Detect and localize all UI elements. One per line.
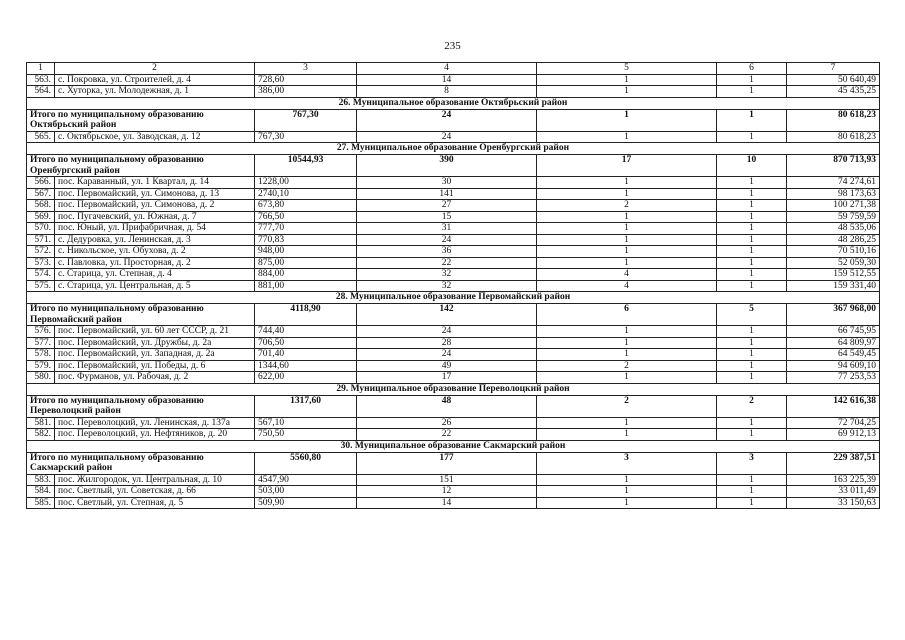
row-col6: 1	[717, 372, 787, 384]
row-col7: 59 759,59	[787, 211, 880, 223]
row-area: 1228,00	[255, 177, 357, 189]
row-area: 4547,90	[255, 474, 357, 486]
row-area: 1344,60	[255, 360, 357, 372]
row-col4: 24	[357, 131, 537, 143]
total-col6: 3	[717, 452, 787, 474]
row-area: 701,40	[255, 349, 357, 361]
row-address: с. Старица, ул. Центральная, д. 5	[55, 280, 255, 292]
row-col6: 1	[717, 269, 787, 281]
row-address: пос. Фурманов, ул. Рабочая, д. 2	[55, 372, 255, 384]
row-col5: 1	[537, 372, 717, 384]
table-row	[27, 131, 880, 143]
row-number: 580.	[27, 372, 55, 384]
row-col4: 30	[357, 177, 537, 189]
row-address: пос. Первомайский, ул. Западная, д. 2а	[55, 349, 255, 361]
row-col7: 48 535,06	[787, 223, 880, 235]
row-col4: 24	[357, 234, 537, 246]
row-area: 767,30	[255, 131, 357, 143]
row-number: 573.	[27, 257, 55, 269]
row-area: 875,00	[255, 257, 357, 269]
table-row	[27, 280, 880, 292]
row-area: 750,50	[255, 429, 357, 441]
row-col6: 1	[717, 74, 787, 86]
total-col4: 177	[357, 452, 537, 474]
row-number: 579.	[27, 360, 55, 372]
row-number: 575.	[27, 280, 55, 292]
row-col6: 1	[717, 131, 787, 143]
row-col7: 100 271,38	[787, 200, 880, 212]
total-label: Итого по муниципальному образованию Октябрьский район	[27, 109, 255, 131]
row-col5: 1	[537, 417, 717, 429]
row-col6: 1	[717, 257, 787, 269]
column-number: 3	[255, 63, 357, 75]
row-col4: 14	[357, 497, 537, 509]
row-number: 574.	[27, 269, 55, 281]
total-col6: 2	[717, 395, 787, 417]
row-address: пос. Переволоцкий, ул. Нефтяников, д. 20	[55, 429, 255, 441]
column-number: 2	[55, 63, 255, 75]
section-title: 30. Муниципальное образование Сакмарский район	[27, 440, 880, 452]
row-col5: 1	[537, 86, 717, 98]
row-number: 569.	[27, 211, 55, 223]
section-title: 29. Муниципальное образование Переволоцкий район	[27, 383, 880, 395]
row-col7: 69 912,13	[787, 429, 880, 441]
row-col4: 26	[357, 417, 537, 429]
row-number: 566.	[27, 177, 55, 189]
row-area: 567,10	[255, 417, 357, 429]
total-col7: 870 713,93	[787, 155, 880, 177]
row-number: 584.	[27, 486, 55, 498]
total-col4: 24	[357, 109, 537, 131]
total-col4: 142	[357, 304, 537, 326]
row-col6: 1	[717, 223, 787, 235]
total-col6: 5	[717, 304, 787, 326]
table-row	[27, 211, 880, 223]
column-number: 1	[27, 63, 55, 75]
row-col6: 1	[717, 211, 787, 223]
row-address: пос. Пугачевский, ул. Южная, д. 7	[55, 211, 255, 223]
row-area: 777,70	[255, 223, 357, 235]
row-col5: 1	[537, 257, 717, 269]
total-col5: 3	[537, 452, 717, 474]
total-row	[27, 155, 880, 177]
row-col6: 1	[717, 326, 787, 338]
row-address: пос. Переволоцкий, ул. Ленинская, д. 137а	[55, 417, 255, 429]
total-row	[27, 452, 880, 474]
row-col4: 151	[357, 474, 537, 486]
row-col5: 1	[537, 74, 717, 86]
row-area: 673,80	[255, 200, 357, 212]
total-col7: 142 616,38	[787, 395, 880, 417]
table-row	[27, 372, 880, 384]
row-area: 770,83	[255, 234, 357, 246]
row-address: пос. Первомайский, ул. Симонова, д. 2	[55, 200, 255, 212]
total-label: Итого по муниципальному образованию Первомайский район	[27, 304, 255, 326]
row-address: пос. Первомайский, ул. Дружбы, д. 2а	[55, 337, 255, 349]
row-address: пос. Юный, ул. Прифабричная, д. 54	[55, 223, 255, 235]
table-row	[27, 349, 880, 361]
row-col4: 141	[357, 188, 537, 200]
total-area: 5560,80	[255, 452, 357, 474]
row-number: 564.	[27, 86, 55, 98]
row-col6: 1	[717, 337, 787, 349]
table-row	[27, 337, 880, 349]
row-col6: 1	[717, 429, 787, 441]
row-address: с. Дедуровка, ул. Ленинская, д. 3	[55, 234, 255, 246]
row-col5: 1	[537, 131, 717, 143]
total-col6: 1	[717, 109, 787, 131]
row-area: 622,00	[255, 372, 357, 384]
row-col4: 15	[357, 211, 537, 223]
total-row	[27, 395, 880, 417]
row-area: 706,50	[255, 337, 357, 349]
row-area: 766,50	[255, 211, 357, 223]
section-header-row	[27, 97, 880, 109]
section-title: 26. Муниципальное образование Октябрьский район	[27, 97, 880, 109]
row-col7: 64 549,45	[787, 349, 880, 361]
row-col6: 1	[717, 177, 787, 189]
total-col7: 229 387,51	[787, 452, 880, 474]
row-address: пос. Жилгородок, ул. Центральная, д. 10	[55, 474, 255, 486]
table-row	[27, 486, 880, 498]
total-area: 10544,93	[255, 155, 357, 177]
row-area: 728,60	[255, 74, 357, 86]
row-col5: 1	[537, 486, 717, 498]
table-row	[27, 223, 880, 235]
row-col7: 45 435,25	[787, 86, 880, 98]
row-number: 567.	[27, 188, 55, 200]
row-col6: 1	[717, 497, 787, 509]
row-col7: 33 150,63	[787, 497, 880, 509]
table-row	[27, 200, 880, 212]
total-col7: 367 968,00	[787, 304, 880, 326]
row-address: с. Покровка, ул. Строителей, д. 4	[55, 74, 255, 86]
row-address: с. Октябрьское, ул. Заводская, д. 12	[55, 131, 255, 143]
total-label: Итого по муниципальному образованию Переволоцкий район	[27, 395, 255, 417]
table-row	[27, 246, 880, 258]
row-number: 577.	[27, 337, 55, 349]
total-col5: 2	[537, 395, 717, 417]
row-address: пос. Светлый, ул. Советская, д. 66	[55, 486, 255, 498]
row-col4: 8	[357, 86, 537, 98]
row-col7: 159 512,55	[787, 269, 880, 281]
total-col6: 10	[717, 155, 787, 177]
row-col4: 24	[357, 349, 537, 361]
row-number: 563.	[27, 74, 55, 86]
table-row	[27, 269, 880, 281]
row-address: с. Старица, ул. Степная, д. 4	[55, 269, 255, 281]
row-address: пос. Первомайский, ул. Симонова, д. 13	[55, 188, 255, 200]
section-header-row	[27, 383, 880, 395]
row-col6: 1	[717, 86, 787, 98]
row-col4: 32	[357, 280, 537, 292]
row-area: 744,40	[255, 326, 357, 338]
table-row	[27, 497, 880, 509]
page-number: 235	[444, 40, 461, 52]
table-row	[27, 234, 880, 246]
total-col4: 390	[357, 155, 537, 177]
table-row	[27, 74, 880, 86]
row-number: 581.	[27, 417, 55, 429]
housing-table	[26, 62, 880, 509]
row-col5: 1	[537, 246, 717, 258]
row-address: пос. Первомайский, ул. 60 лет СССР, д. 21	[55, 326, 255, 338]
row-number: 578.	[27, 349, 55, 361]
row-col4: 22	[357, 257, 537, 269]
section-header-row	[27, 143, 880, 155]
total-row	[27, 109, 880, 131]
row-col5: 1	[537, 177, 717, 189]
table-body	[27, 63, 880, 509]
row-col5: 1	[537, 188, 717, 200]
total-col7: 80 618,23	[787, 109, 880, 131]
row-col6: 1	[717, 234, 787, 246]
row-col7: 98 173,63	[787, 188, 880, 200]
row-col5: 1	[537, 337, 717, 349]
row-col6: 1	[717, 360, 787, 372]
row-col4: 17	[357, 372, 537, 384]
row-address: с. Павловка, ул. Просторная, д. 2	[55, 257, 255, 269]
row-col6: 1	[717, 188, 787, 200]
row-number: 583.	[27, 474, 55, 486]
row-col4: 31	[357, 223, 537, 235]
row-col6: 1	[717, 486, 787, 498]
row-area: 948,00	[255, 246, 357, 258]
row-col7: 50 640,49	[787, 74, 880, 86]
row-number: 582.	[27, 429, 55, 441]
table-row	[27, 474, 880, 486]
row-col4: 22	[357, 429, 537, 441]
row-area: 503,00	[255, 486, 357, 498]
row-col5: 1	[537, 211, 717, 223]
row-col5: 1	[537, 429, 717, 441]
row-number: 568.	[27, 200, 55, 212]
row-col5: 1	[537, 349, 717, 361]
row-col7: 80 618,23	[787, 131, 880, 143]
row-address: пос. Первомайский, ул. Победы, д. 6	[55, 360, 255, 372]
row-address: пос. Светлый, ул. Степная, д. 5	[55, 497, 255, 509]
table-row	[27, 417, 880, 429]
row-col4: 28	[357, 337, 537, 349]
row-col5: 1	[537, 223, 717, 235]
row-number: 570.	[27, 223, 55, 235]
table-row	[27, 86, 880, 98]
row-col7: 77 253,53	[787, 372, 880, 384]
row-col4: 24	[357, 326, 537, 338]
row-col6: 1	[717, 474, 787, 486]
row-number: 571.	[27, 234, 55, 246]
section-header-row	[27, 292, 880, 304]
column-number: 6	[717, 63, 787, 75]
column-number: 7	[787, 63, 880, 75]
row-col5: 1	[537, 497, 717, 509]
row-number: 585.	[27, 497, 55, 509]
row-col7: 64 809,97	[787, 337, 880, 349]
column-number: 4	[357, 63, 537, 75]
row-col4: 36	[357, 246, 537, 258]
total-area: 4118,90	[255, 304, 357, 326]
row-col7: 159 331,40	[787, 280, 880, 292]
total-area: 1317,60	[255, 395, 357, 417]
row-col6: 1	[717, 280, 787, 292]
column-number: 5	[537, 63, 717, 75]
row-area: 386,00	[255, 86, 357, 98]
row-col7: 48 286,25	[787, 234, 880, 246]
row-col5: 4	[537, 269, 717, 281]
row-address: с. Хуторка, ул. Молодежная, д. 1	[55, 86, 255, 98]
row-col4: 12	[357, 486, 537, 498]
total-col5: 17	[537, 155, 717, 177]
row-col7: 70 510,16	[787, 246, 880, 258]
row-col5: 2	[537, 200, 717, 212]
row-col6: 1	[717, 246, 787, 258]
total-area: 767,30	[255, 109, 357, 131]
row-area: 2740,10	[255, 188, 357, 200]
total-col5: 6	[537, 304, 717, 326]
row-col5: 2	[537, 360, 717, 372]
row-col5: 1	[537, 474, 717, 486]
row-address: с. Никольское, ул. Обухова, д. 2	[55, 246, 255, 258]
row-number: 565.	[27, 131, 55, 143]
row-area: 509,90	[255, 497, 357, 509]
row-col4: 32	[357, 269, 537, 281]
section-title: 28. Муниципальное образование Первомайский район	[27, 292, 880, 304]
row-col4: 49	[357, 360, 537, 372]
row-col7: 72 704,25	[787, 417, 880, 429]
table-row	[27, 326, 880, 338]
row-col7: 163 225,39	[787, 474, 880, 486]
row-col6: 1	[717, 200, 787, 212]
table-row	[27, 360, 880, 372]
row-col6: 1	[717, 417, 787, 429]
table-row	[27, 257, 880, 269]
section-header-row	[27, 440, 880, 452]
total-row	[27, 304, 880, 326]
row-col5: 4	[537, 280, 717, 292]
row-address: пос. Караванный, ул. 1 Квартал, д. 14	[55, 177, 255, 189]
row-col7: 52 059,30	[787, 257, 880, 269]
table-row	[27, 429, 880, 441]
total-label: Итого по муниципальному образованию Сакмарский район	[27, 452, 255, 474]
row-col7: 33 011,49	[787, 486, 880, 498]
row-area: 884,00	[255, 269, 357, 281]
total-col5: 1	[537, 109, 717, 131]
row-number: 572.	[27, 246, 55, 258]
row-col6: 1	[717, 349, 787, 361]
section-title: 27. Муниципальное образование Оренбургский район	[27, 143, 880, 155]
row-col7: 94 609,10	[787, 360, 880, 372]
row-col5: 1	[537, 326, 717, 338]
row-col4: 27	[357, 200, 537, 212]
total-col4: 48	[357, 395, 537, 417]
row-col5: 1	[537, 234, 717, 246]
table-row	[27, 188, 880, 200]
row-col4: 14	[357, 74, 537, 86]
column-number-row	[27, 63, 880, 75]
row-number: 576.	[27, 326, 55, 338]
row-col7: 66 745,95	[787, 326, 880, 338]
row-area: 881,00	[255, 280, 357, 292]
row-col7: 74 274,61	[787, 177, 880, 189]
total-label: Итого по муниципальному образованию Оренбургский район	[27, 155, 255, 177]
table-row	[27, 177, 880, 189]
